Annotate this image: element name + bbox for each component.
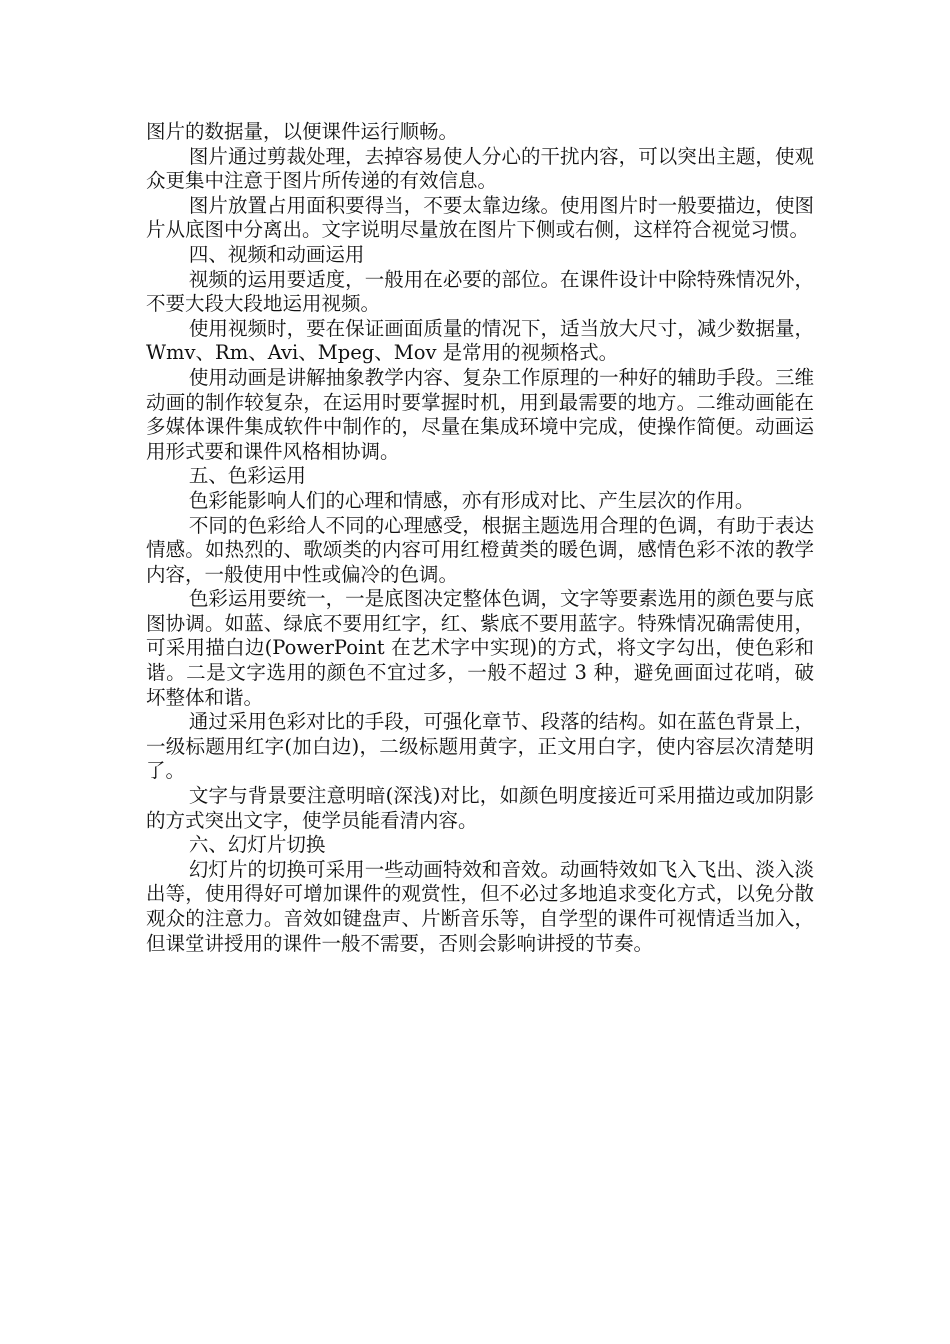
- section-heading-video-animation: 四、视频和动画运用: [188, 242, 365, 266]
- paragraph-color-contrast: 通过采用色彩对比的手段，可强化章节、段落的结构。如在蓝色背景上，一级标题用红字(加白边)，二级标题用黄字，正文用白字，使内容层次清楚明了。: [146, 710, 814, 783]
- paragraph-text-background: 文字与背景要注意明暗(深浅)对比，如颜色明度接近可采用描边或加阴影的方式突出文字，使学员能看清内容。: [146, 784, 814, 832]
- document-page: [146, 120, 814, 956]
- paragraph-animation-usage: 使用动画是讲解抽象教学内容、复杂工作原理的一种好的辅助手段。三维动画的制作较复杂，在运用时要掌握时机，用到最需要的地方。二维动画能在多媒体课件集成软件中制作的，尽量在集成环境中完成，使操作简便。动画运用形式要和课件风格相协调。: [146, 365, 814, 463]
- paragraph-video-formats: 使用视频时，要在保证画面质量的情况下，适当放大尺寸，减少数据量，Wmv、Rm、Avi、Mpeg、Mov 是常用的视频格式。: [146, 316, 814, 365]
- section-heading-color: 五、色彩运用: [188, 464, 306, 488]
- paragraph-image-cropping: 图片通过剪裁处理，去掉容易使人分心的干扰内容，可以突出主题，使观众更集中注意于图片所传递的有效信息。: [146, 144, 814, 193]
- paragraph-color-unity: 色彩运用要统一，一是底图决定整体色调，文字等要素选用的颜色要与底图协调。如蓝、绿底不要用红字，红、紫底不要用蓝字。特殊情况确需使用，可采用描白边(PowerPoint 在艺术字中实现)的方式，将文字勾出，使色彩和谐。二是文字选用的颜色不宜过多，一般不超过 3 种，避免画面过花哨，破坏整体和谐。: [146, 587, 814, 709]
- paragraph-color-psychology: 色彩能影响人们的心理和情感，亦有形成对比、产生层次的作用。: [188, 488, 755, 512]
- section-heading-slide-transition: 六、幻灯片切换: [188, 833, 326, 857]
- paragraph-image-placement: 图片放置占用面积要得当，不要太靠边缘。使用图片时一般要描边，使图片从底图中分离出。文字说明尽量放在图片下侧或右侧，这样符合视觉习惯。: [146, 193, 814, 242]
- paragraph-slide-transition: 幻灯片的切换可采用一些动画特效和音效。动画特效如飞入飞出、淡入淡出等，使用得好可增加课件的观赏性，但不必过多地追求变化方式，以免分散观众的注意力。音效如键盘声、片断音乐等，自学型的课件可视情适当加入，但课堂讲授用的课件一般不需要，否则会影响讲授的节奏。: [146, 857, 814, 955]
- paragraph-video-usage: 视频的运用要适度，一般用在必要的部位。在课件设计中除特殊情况外，不要大段大段地运用视频。: [146, 267, 814, 316]
- paragraph-continuation: 图片的数据量，以便课件运行顺畅。: [146, 120, 459, 143]
- paragraph-color-tones: 不同的色彩给人不同的心理感受，根据主题选用合理的色调，有助于表达情感。如热烈的、歌颂类的内容可用红橙黄类的暖色调，感情色彩不浓的教学内容，一般使用中性或偏冷的色调。: [146, 513, 814, 586]
